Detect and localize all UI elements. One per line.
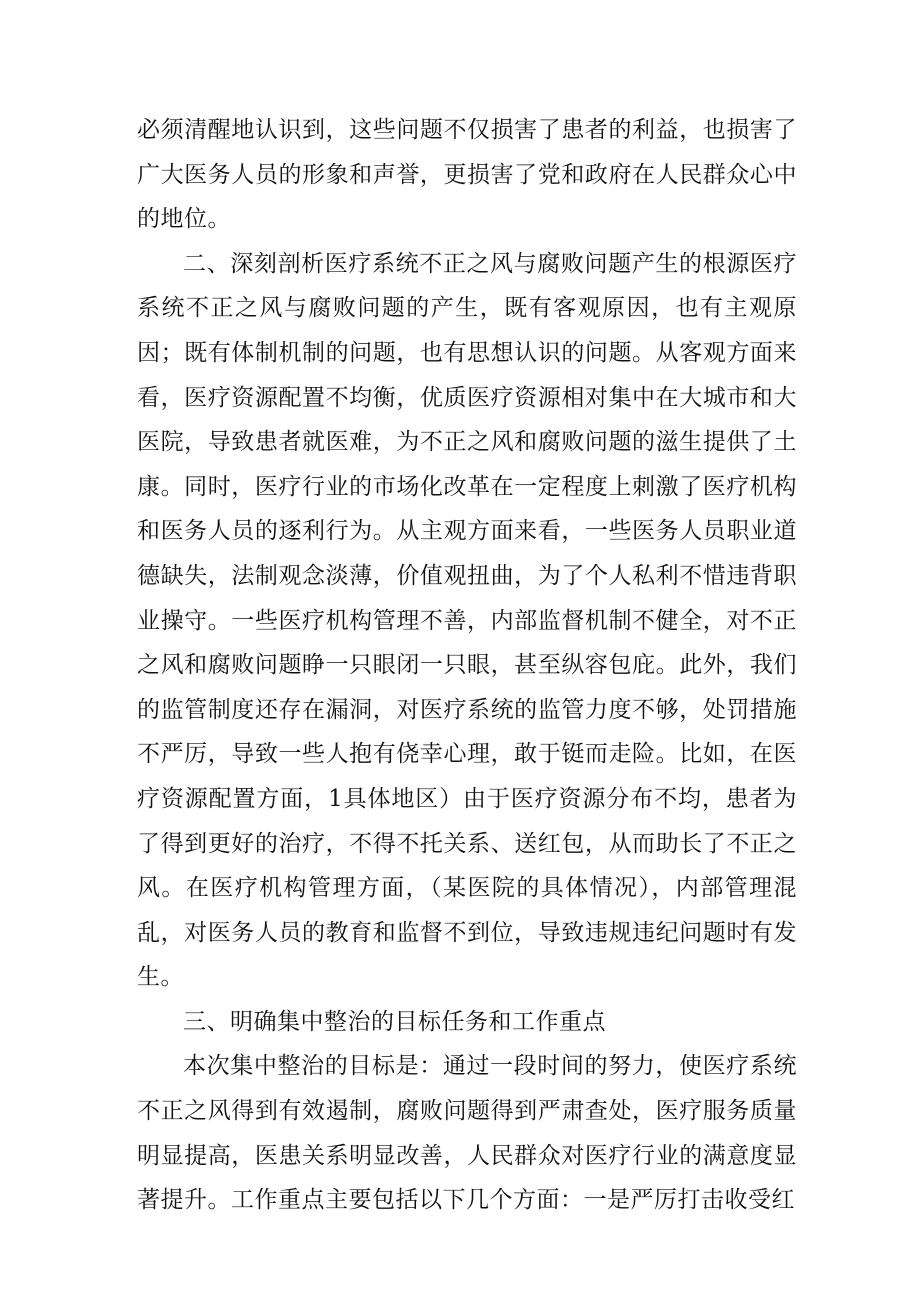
paragraph-section-two: 二、深刻剖析医疗系统不正之风与腐败问题产生的根源医疗系统不正之风与腐败问题的产生，既有客观原因，也有主观原因；既有体制机制的问题，也有思想认识的问题。从客观方面来看，医疗资源配置不均衡，优质医疗资源相对集中在大城市和大医院，导致患者就医难，为不正之风和腐败问题的滋生提供了土康。同时，医疗行业的市场化改革在一定程度上刺激了医疗机构和医务人员的逐利行为。从主观方面来看，一些医务人员职业道德缺失，法制观念淡薄，价值观扭曲，为了个人私利不惜违背职业操守。一些医疗机构管理不善，内部监督机制不健全，对不正之风和腐败问题睁一只眼闭一只眼，甚至纵容包庇。此外，我们的监管制度还存在漏洞，对医疗系统的监管力度不够，处罚措施不严厉，导致一些人抱有侥幸心理，敢于铤而走险。比如，在医疗资源配置方面，1具体地区）由于医疗资源分布不均，患者为了得到更好的治疗，不得不托关系、送红包，从而助长了不正之风。在医疗机构管理方面，（某医院的具体情况），内部管理混乱，对医务人员的教育和监督不到位，导致违规违纪问题时有发生。	[137, 250, 797, 991]
document-body	[137, 108, 797, 1223]
paragraph-section-three-body: 本次集中整治的目标是：通过一段时间的努力，使医疗系统不正之风得到有效遏制，腐败问题得到严肃查处，医疗服务质量明显提高，医患关系明显改善，人民群众对医疗行业的满意度显著提升。工作重点主要包括以下几个方面：一是严厉打击收受红	[137, 1053, 797, 1214]
section-heading-three: 三、明确集中整治的目标任务和工作重点	[183, 1008, 606, 1035]
paragraph-continuation: 必须清醒地认识到，这些问题不仅损害了患者的利益，也损害了广大医务人员的形象和声誉，更损害了党和政府在人民群众心中的地位。	[137, 117, 797, 233]
